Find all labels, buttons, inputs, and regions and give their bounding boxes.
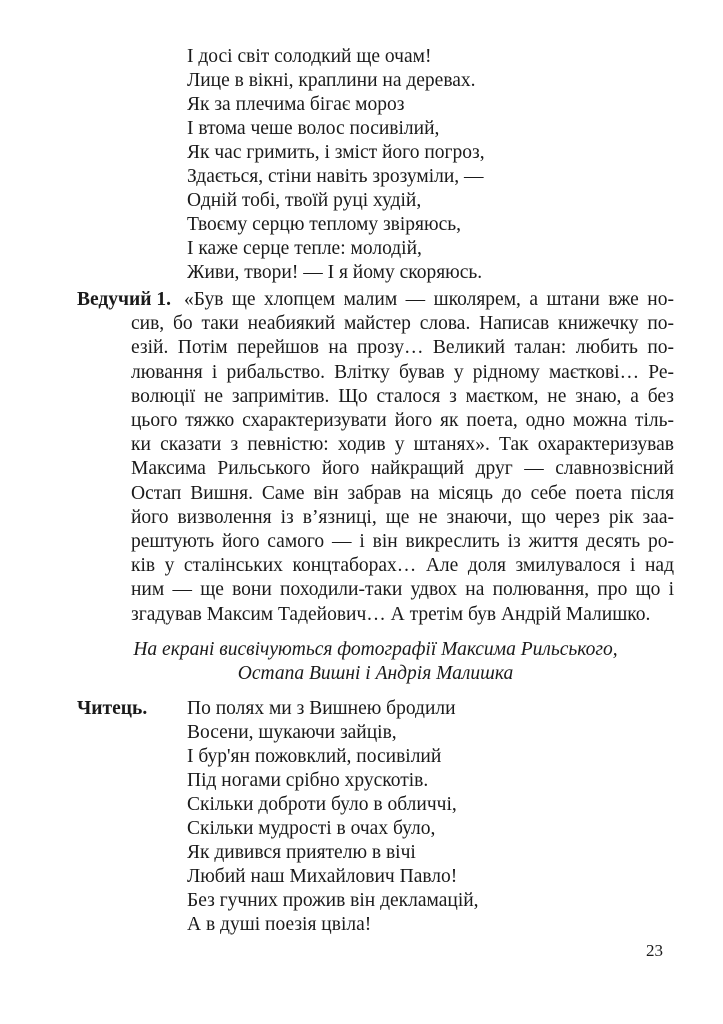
poem-line: Здається, стіни навіть зрозуміли, — — [187, 166, 484, 187]
opening-poem — [187, 45, 485, 285]
poem-line: Як за плечима бігає мороз — [187, 94, 405, 115]
speech-line: згадував Максим Тадейович… А третім був Андрій Малишко. — [131, 603, 651, 625]
poem-line: І досі світ солодкий ще очам! — [187, 46, 432, 67]
speech-line: волюції не запримітив. Що сталося з маєтком, не знаю, а без — [131, 385, 674, 407]
speech-line: цього тяжко схарактеризувати його як поета, одно можна тіль- — [131, 410, 674, 431]
poem-line: А в душі поезія цвіла! — [187, 914, 372, 935]
speech-line: сив, бо таки неабиякий майстер слова. Написав книжечку по- — [131, 313, 674, 335]
poem-line: Як дивився приятелю в вічі — [187, 842, 416, 863]
speech-line: езій. Потім перейшов на прозу… Великий талан: любить по- — [131, 337, 674, 359]
stage-direction-line: Остапа Вишні і Андрія Малишка — [237, 663, 514, 684]
poem-line: По полях ми з Вишнею бродили — [187, 698, 456, 719]
reader-speaker-label: Читець. — [77, 698, 148, 719]
speech-line: Максима Рильського його найкращий друг — славнозвісний — [131, 458, 674, 480]
page-number: 23 — [646, 941, 663, 960]
speech-line: ним — ще вони походили-таки удвох на полювання, про що і — [131, 579, 674, 601]
poem-line: Без гучних прожив він декламацій, — [187, 890, 479, 911]
speech-line: ків у сталінських концтаборах… Але доля змилувалося і над — [131, 555, 674, 577]
poem-line: І втома чеше волос посивілий, — [187, 118, 440, 139]
speech-line: рештують його самого — і він викреслить із життя десять ро- — [131, 531, 674, 552]
poem-line: Твоєму серцю теплому звіряюсь, — [187, 214, 461, 235]
stage-direction-line: На екрані висвічуються фотографії Максима Рильського, — [133, 639, 618, 660]
speech-line: «Був ще хлопцем малим — школярем, а штани вже но- — [184, 289, 674, 310]
stage-direction — [77, 638, 674, 686]
poem-line: Як час гримить, і зміст його погроз, — [187, 142, 485, 163]
poem-line: І бур'ян пожовклий, посивілий — [187, 746, 442, 767]
poem-line: Живи, твори! — І я йому скоряюсь. — [187, 262, 483, 283]
speech-line: ки сказати з певністю: ходив у штанях». Так охарактеризував — [131, 434, 674, 456]
poem-line: Скільки доброти було в обличчі, — [187, 794, 457, 815]
poem-line: Восени, шукаючи зайців, — [187, 722, 397, 743]
poem-line: Під ногами срібно хрускотів. — [187, 770, 429, 791]
poem-line: Одній тобі, твоїй руці худій, — [187, 190, 422, 211]
poem-line: І каже серце тепле: молодій, — [187, 238, 422, 259]
reader-poem — [187, 697, 479, 937]
narrator-speaker-label: Ведучий 1. — [77, 289, 171, 310]
poem-line: Любий наш Михайлович Павло! — [187, 866, 458, 887]
poem-line: Скільки мудрості в очах було, — [187, 818, 436, 839]
speech-line: його визволення із в’язниці, ще не знаючи, що через рік заа- — [131, 506, 674, 528]
speech-line: Остап Вишня. Саме він забрав на місяць до себе поета після — [131, 482, 674, 504]
poem-line: Лице в вікні, краплини на деревах. — [187, 70, 476, 91]
speech-line: лювання і рибальство. Влітку бував у рідному маєткові… Ре- — [131, 361, 674, 383]
